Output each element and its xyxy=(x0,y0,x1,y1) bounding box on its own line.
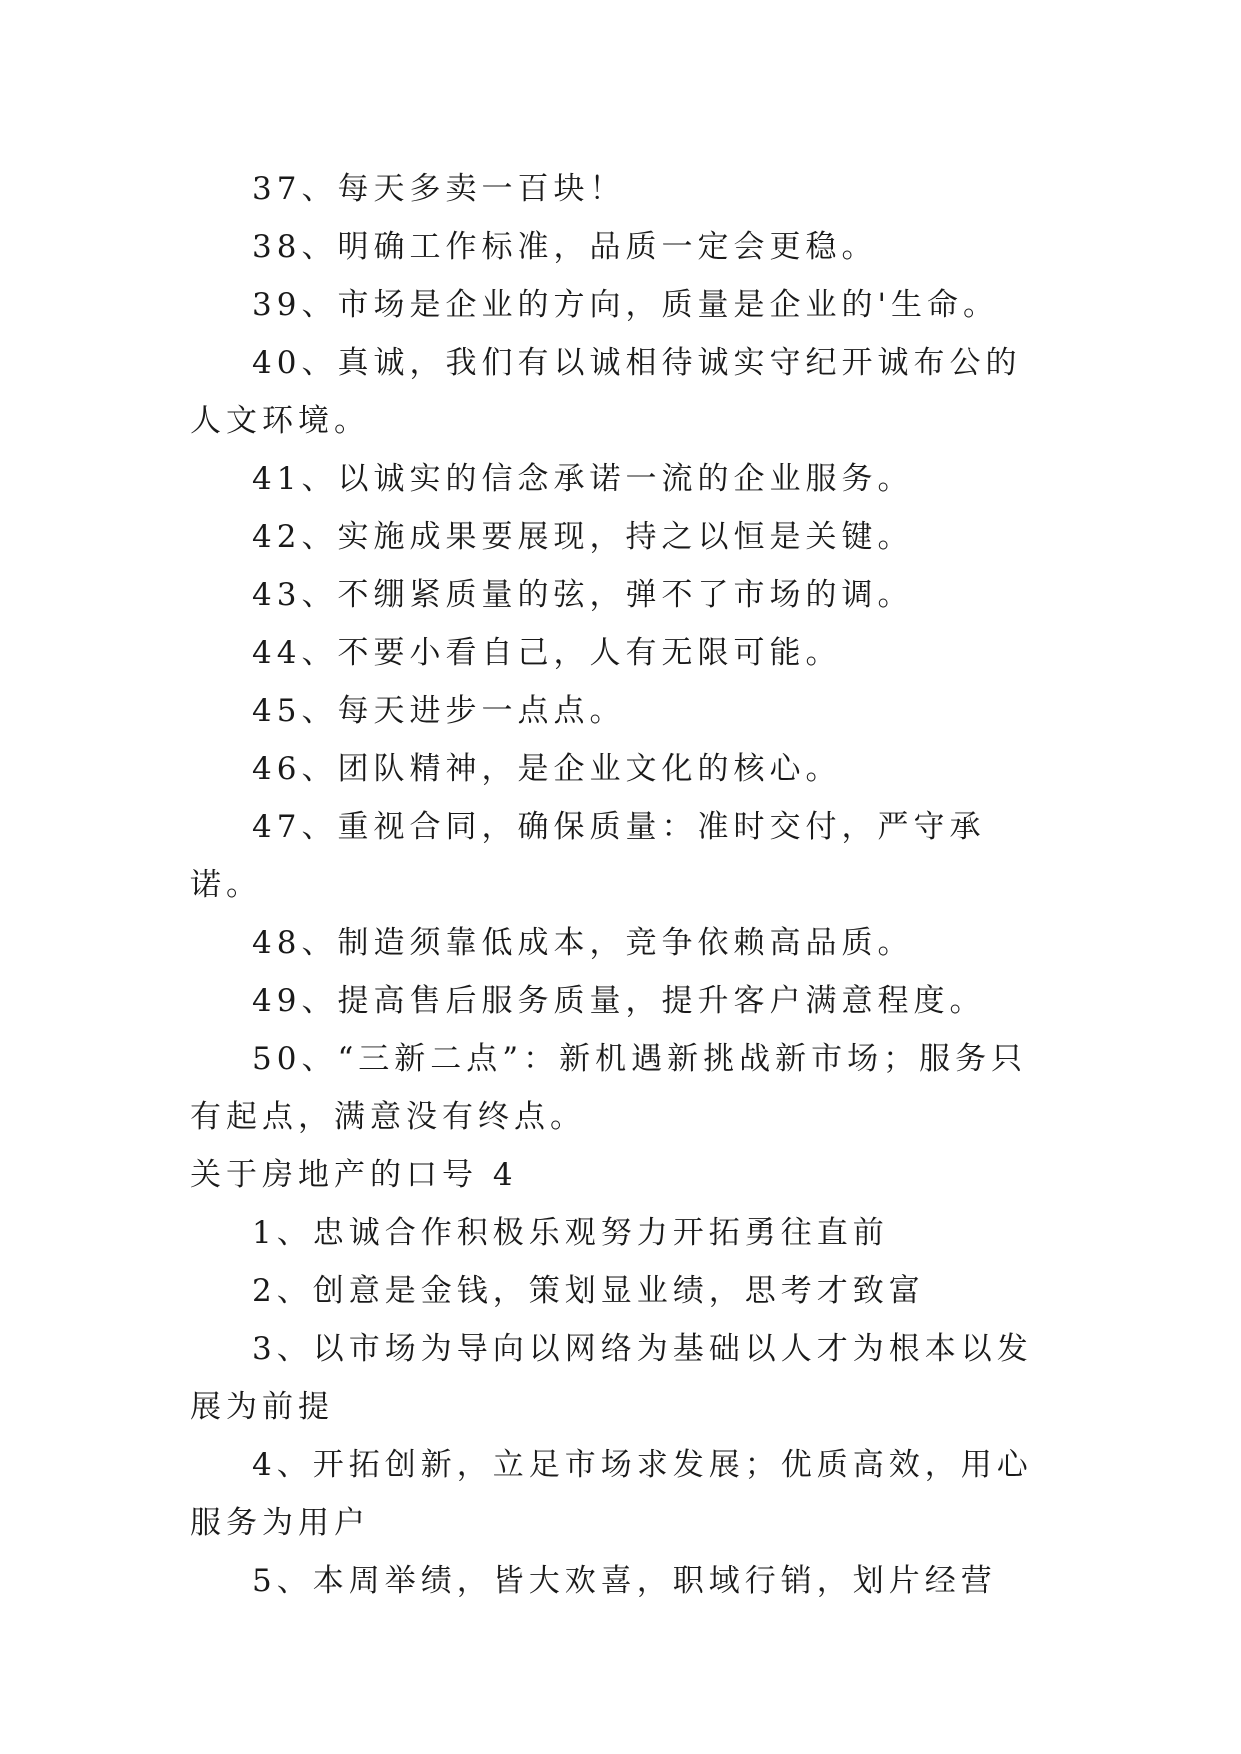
real-estate-slogan-3: 3、以市场为导向以网络为基础以人才为根本以发展为前提 xyxy=(190,1331,1033,1425)
slogan-42: 42、实施成果要展现，持之以恒是关键。 xyxy=(252,519,914,555)
section-heading: 关于房地产的口号 4 xyxy=(190,1157,518,1193)
slogan-46: 46、团队精神，是企业文化的核心。 xyxy=(252,751,842,787)
slogan-48: 48、制造须靠低成本，竞争依赖高品质。 xyxy=(252,925,914,961)
slogan-49: 49、提高售后服务质量，提升客户满意程度。 xyxy=(252,983,986,1019)
slogan-43: 43、不绷紧质量的弦，弹不了市场的调。 xyxy=(252,577,914,613)
slogan-37: 37、每天多卖一百块！ xyxy=(252,171,626,207)
slogan-45: 45、每天进步一点点。 xyxy=(252,693,626,729)
slogan-50: 50、“三新二点”：新机遇新挑战新市场；服务只有起点，满意没有终点。 xyxy=(190,1041,1028,1135)
real-estate-slogan-1: 1、忠诚合作积极乐观努力开拓勇往直前 xyxy=(252,1215,889,1251)
slogan-38: 38、明确工作标准，品质一定会更稳。 xyxy=(252,229,878,265)
slogan-41: 41、以诚实的信念承诺一流的企业服务。 xyxy=(252,461,914,497)
slogan-44: 44、不要小看自己，人有无限可能。 xyxy=(252,635,842,671)
real-estate-slogan-4: 4、开拓创新，立足市场求发展；优质高效，用心服务为用户 xyxy=(190,1447,1033,1541)
slogan-40: 40、真诚，我们有以诚相待诚实守纪开诚布公的人文环境。 xyxy=(190,345,1022,439)
slogan-47: 47、重视合同，确保质量：准时交付，严守承诺。 xyxy=(190,809,986,903)
slogan-39: 39、市场是企业的方向，质量是企业的'生命。 xyxy=(252,287,999,323)
real-estate-slogan-2: 2、创意是金钱，策划显业绩，思考才致富 xyxy=(252,1273,925,1309)
real-estate-slogan-5: 5、本周举绩，皆大欢喜，职域行销，划片经营 xyxy=(252,1563,997,1599)
document-page xyxy=(190,160,1052,1610)
